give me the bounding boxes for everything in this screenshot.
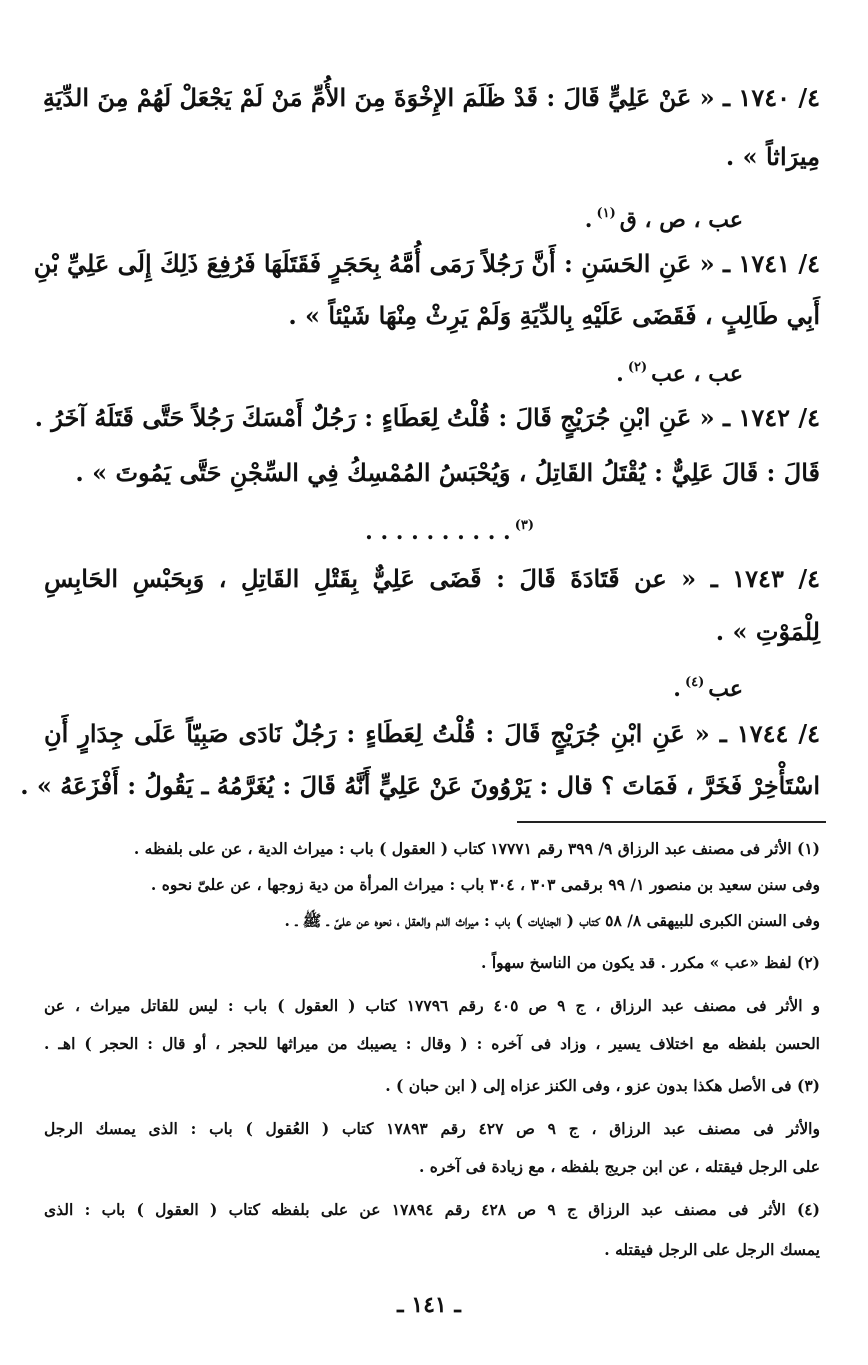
footnote-ref-4: (٤) bbox=[684, 675, 705, 690]
footnote-ref-2: (٢) bbox=[627, 360, 648, 375]
footnote-1-line-2: وفى سنن سعيد بن منصور ١/ ٩٩ برقمى ٣٠٣ ، ٣٠٤ باب : ميراث المرأة من دية زوجها ، عن علىّ نحوه . bbox=[150, 875, 820, 894]
footnote-3-line-1: (٣) فى الأصل هكذا بدون عزو ، وفى الكنز عزاه إلى ( ابن حبان ) . bbox=[385, 1076, 820, 1095]
entry-1741-line-2: أَبِي طَالِبٍ ، فَقَضَى عَلَيْهِ بِالدِّيَةِ وَلَمْ يَرِثْ مِنْهَا شَيْئاً » . bbox=[288, 301, 820, 330]
entry-1744-line-2: اسْتَأْخِرْ فَخَرَّ ، فَمَاتَ ؟ قال : يَرْوُونَ عَنْ عَلِيٍّ أَنَّهُ قَالَ : يُغَرَّمُهُ ـ يَقُولُ : أَفْزَعَهُ » . bbox=[20, 771, 820, 800]
footnote-1-line-3: وفى السنن الكبرى للبيهقى ٨/ ٥٨ كتاب ( الجنايات ) باب : ميراث الدم والعقل ، نحوه عن علىّ ـ ﷺ ـ . bbox=[284, 911, 820, 930]
entry-1743-source: عب$^{(٤)}$. bbox=[673, 675, 743, 702]
footnote-3-line-3: على الرجل فيقتله ، عن ابن جريج بلفظه ، مع زيادة فى آخره . bbox=[418, 1157, 820, 1176]
footnote-1-line-1: (١) الأثر فى مصنف عبد الرزاق ٩/ ٣٩٩ رقم ١٧٧٧١ كتاب ( العقول ) باب : ميراث الدية ، عن على بلفظه . bbox=[133, 839, 820, 858]
footnote-3-line-2: والأثر فى مصنف عبد الرزاق ، ج ٩ ص ٤٢٧ رقم ١٧٨٩٣ كتاب ( العُقول ) باب : الذى يمسك الرجل bbox=[44, 1119, 820, 1138]
footnote-4-line-1: (٤) الأثر فى مصنف عبد الرزاق ج ٩ ص ٤٢٨ رقم ١٧٨٩٤ عن على بلفظه كتاب ( العقول ) باب : الذى bbox=[44, 1200, 820, 1219]
entry-1743-line-1: ٤/ ١٧٤٣ ـ « عن قَتَادَةَ قَالَ : قَضَى عَلِيٌّ بِقَتْلِ القَاتِلِ ، وَبِحَبْسِ الحَابِسِ bbox=[44, 564, 821, 593]
entry-1742-line-2: قَالَ : قَالَ عَلِيٌّ : يُقْتَلُ القَاتِلُ ، وَيُحْبَسُ المُمْسِكُ فِي السِّجْنِ حَتَّى يَمُوتَ » . bbox=[75, 458, 820, 487]
footnote-2-line-3: الحسن بلفظه مع اختلاف يسير ، وزاد فى آخره : ( وقال : يصيبك من ميراثها للحجر ، أو قال : الحجر ) اهـ . bbox=[44, 1034, 820, 1053]
entry-1742-source-dots bbox=[365, 508, 538, 550]
entry-1740-source: عب ، ص ، ق$^{(١)}$. bbox=[584, 206, 743, 233]
ellipsis: . . . . . . . . . . bbox=[365, 519, 511, 545]
footnote-ref-3: (٣) bbox=[514, 518, 534, 533]
footnote-ref-1: (١) bbox=[596, 206, 616, 221]
entry-1740-line-1: ٤/ ١٧٤٠ ـ « عَنْ عَلِيٍّ قَالَ : قَدْ ظَلَمَ الإِخْوَةَ مِنَ الأُمِّ مَنْ لَمْ يَجْعَلْ لَهُمْ مِنَ الدِّيَةِ bbox=[42, 83, 820, 112]
footnote-2-line-1: (٢) لفظ «عب » مكرر . قد يكون من الناسخ سهواً . bbox=[481, 953, 820, 972]
source-text: عب bbox=[708, 676, 743, 702]
entry-1744-line-1: ٤/ ١٧٤٤ ـ « عَنِ ابْنِ جُرَيْجٍ قَالَ : قُلْتُ لِعَطَاءٍ : رَجُلٌ نَادَى صَبِيّاً عَلَى جِدَارٍ أَنِ bbox=[44, 719, 820, 748]
footnote-2-line-2: و الأثر فى مصنف عبد الرزاق ، ج ٩ ص ٤٠٥ رقم ١٧٧٩٦ كتاب ( العقول ) باب : ليس للقاتل ميراث ، عن bbox=[44, 996, 820, 1015]
footnote-4-line-2: يمسك الرجل على الرجل فيقتله . bbox=[604, 1240, 820, 1259]
entry-1740-line-2: مِيرَاثاً » . bbox=[725, 142, 820, 171]
page-number: ـ ١٤١ ـ bbox=[397, 1292, 461, 1318]
source-text: عب ، عب bbox=[651, 361, 743, 387]
entry-1743-line-2: لِلْمَوْتِ » . bbox=[715, 617, 820, 646]
entry-1742-line-1: ٤/ ١٧٤٢ ـ « عَنِ ابْنِ جُرَيْجٍ قَالَ : قُلْتُ لِعَطَاءٍ : رَجُلٌ أَمْسَكَ رَجُلاً حَتَّى قَتَلَهُ آخَرُ . bbox=[34, 403, 820, 432]
footnote-separator bbox=[517, 821, 826, 823]
source-text: عب ، ص ، ق bbox=[619, 207, 743, 233]
entry-1741-source: عب ، عب$^{(٢)}$. bbox=[616, 360, 743, 387]
entry-1741-line-1: ٤/ ١٧٤١ ـ « عَنِ الحَسَنِ : أَنَّ رَجُلاً رَمَى أُمَّهُ بِحَجَرٍ فَقَتَلَهَا فَرُفِعَ ذَلِكَ إِلَى عَلِيِّ بْنِ bbox=[33, 249, 820, 278]
